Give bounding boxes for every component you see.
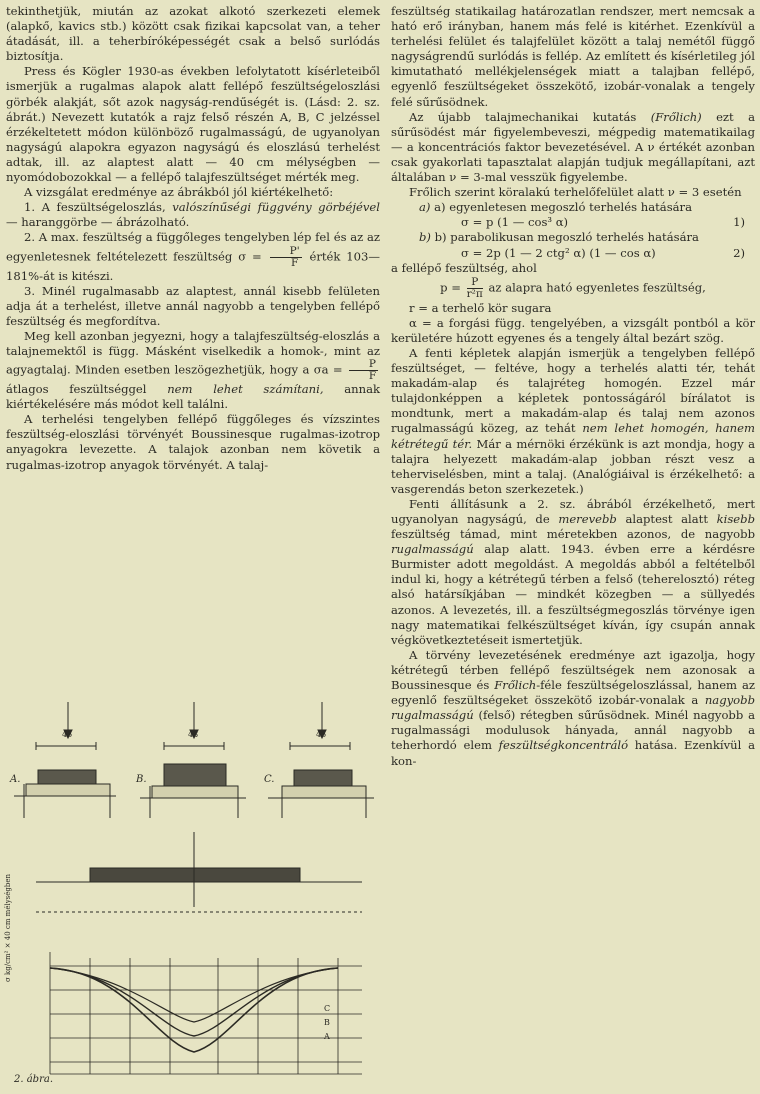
paragraph: tekinthetjük, miután az azokat alkotó szerkezeti elemek (alapkő, kavics stb.) között csak fizikai kapcsolat van, a teher átadását, ill. a teherbíróképességét csak a belső surlódás biztosítja. [6, 4, 380, 64]
definition-p: p = $\frac{P}{\text{r²π}}$ az alapra ható egyenletes feszültség, [440, 275, 706, 300]
setup-b [140, 702, 246, 818]
figure-drawing [6, 682, 380, 1090]
label-a: A. [10, 774, 21, 785]
equation-1: σ = p (1 — cos³ α) 1) [461, 215, 745, 230]
curve-b [50, 968, 338, 1036]
list-item: 2. A max. feszültség a függőleges tengelyben lép fel és az az egyenletesnek feltételezett feszültség σ = $\frac{P'}{F}$ érték 103—181%-át is kitészi. [6, 230, 381, 283]
paragraph: A fenti képletek alapján ismerjük a tengelyben fellépő feszültséget, — feltéve, hogy a terhelés alatti tér, tehát makadám-alap és talajréteg homogén. Ezzel már tulajdonképpen a képletek pontosságáról bírálatot is mondtunk, mert a makadám-alap és talaj nem azonos rugalmasságú közeg, az tehát nem lehet homogén, hanem kétrétegű tér. Már a mérnöki érzékünk is azt mondja, hogy a talajra helyezett makadám-alap jobban részt vesz a teherviselésben, mint a talaj. (Analógiáival is érzékelhető: a vasgerendás beton szerkezetek.) [391, 345, 755, 496]
curve-label-c: C [324, 1004, 331, 1013]
equation-2: σ = 2p (1 — 2 ctg² α) (1 — cos α) 2) [461, 245, 745, 260]
list-item: 1. A feszültségeloszlás, valószínűségi függvény görbéjével — haranggörbe — ábrázolható. [6, 200, 380, 230]
figure-y-label: σ kg/cm² × 40 cm mélységben [4, 873, 12, 982]
paragraph: feszültség statikailag határozatlan rendszer, mert nemcsak a ható erő irányban, hanem más felé is kitérhet. Ezenkívül a terhelési felület és talajfelület között a talaj nemétől függő nagyságrendű surlódás is fellép. Az említett és kísérletileg jól kimutatható mellékjelenségek miatt a talajban fellépő, egyenlő feszültségeket összekötő, izobár-vonalak a tengely felé sűrűsödnek. [391, 4, 755, 109]
paragraph: A terhelési tengelyben fellépő függőleges és vízszintes feszültség-eloszlási törvényét Boussinesque rugalmas-izotrop anyagokra levezette. A talajok azonban nem követik a rugalmas-izotrop anyagok törvényét. A talaj- [6, 412, 380, 472]
paragraph: Frőlich szerint köralakú terhelőfelület alatt ν = 3 esetén [409, 185, 742, 200]
fraction: $\frac{P}{\text{r²π}}$ [466, 275, 483, 300]
fraction: $\frac{P}{F}$ [349, 359, 378, 382]
curve-label-a: A [324, 1032, 330, 1041]
paragraph: Fenti állításunk a 2. sz. ábrából érzékelhető, mert ugyanolyan nagyságú, de merevebb alaptest alatt kisebb feszültség támad, mint méretekben azonos, de nagyobb rugalmasságú alap alatt. 1943. évben erre a kérdésre Burmister adott megoldást. A megoldás abból a feltételből indul ki, hogy a kétrétegű térben a felső (teherelosztó) réteg alsó határsíkjában — mindkét közegben — a süllyedés azonos. A levezetés, ill. a feszültségmegoszlás törvénye igen nagy matematikai felkészültséget kíván, így csupán annak végkövetkeztetéseit ismertetjük. [391, 496, 755, 647]
setup-c [268, 702, 374, 818]
dim-c: 45 [316, 730, 327, 739]
graph-grid [50, 952, 362, 1074]
paragraph: A törvény levezetésének eredménye azt igazolja, hogy kétrétegű térben fellépő feszültségek nem azonosak a Boussinesque és Frőlich-féle feszültségeloszlással, hanem az egyenlő feszültségeket összekötő izobár-vonalak a nagyobb rugalmasságú (felső) rétegben sűrűsödnek. Minél nagyobb a rugalmassági modulusok hányada, annál nagyobb a teherhordó elem feszültségkoncentráló hatása. Ezenkívül a kon- [391, 647, 756, 768]
setup-a [14, 702, 116, 818]
dim-a: 45 [62, 730, 73, 739]
label-b: B. [136, 774, 147, 785]
label-c: C. [264, 774, 275, 785]
right-column [391, 4, 755, 769]
curve-label-b: B [324, 1018, 330, 1027]
paragraph: a fellépő feszültség, ahol [391, 260, 537, 275]
case-a: a) a) egyenletesen megoszló terhelés hatására [419, 200, 693, 215]
paragraph: Az újabb talajmechanikai kutatás (Frőlich) ezt a sűrűsödést már figyelembeveszi, mégpedig matematikailag — a koncentrációs faktor bevezetésével. A ν értékét azonban csak gyakorlati tapasztalat alapján tudjuk megállapítani, azt általában ν = 3-mal vesszük figyelembe. [391, 109, 755, 185]
definition-alpha: α = a forgási függ. tengelyében, a vizsgált pontból a kör kerületére húzott egyenes és a tengely által bezárt szög. [391, 315, 755, 345]
curve-c [50, 968, 338, 1052]
list-item: 3. Minél rugalmasabb az alaptest, annál kisebb felületen adja át a terhelést, illetve annál nagyobb a tengelyben fellépő feszültség és megfordítva. [6, 283, 380, 328]
paragraph: Press és Kögler 1930-as években lefolytatott kísérleteiből ismerjük a rugalmas alapok alatt fellépő feszültségeloszlási görbék alakját, sőt azok nagyság-rendűségét is. (Lásd: 2. sz. ábrát.) Nevezett kutatók a rajz felső részén A, B, C jelzéssel érzékeltetett módon különböző rugalmasságú, de ugyanolyan nagyságú alapokra egyazon nagyságú és eloszlású terhelést adtak, ill. az alaptest alatt — 40 cm mélységben — nyomódobozokkal — a fellépő talajfeszültséget mérték meg. [6, 64, 380, 185]
paragraph: Meg kell azonban jegyezni, hogy a talajfeszültség-eloszlás a talajnemektől is függ. Másként viselkedik a homok-, mint az agyagtalaj. Minden esetben leszögezhetjük, hogy a σa = $\frac{P}{F}$ átlagos feszültséggel nem lehet számítani, annak kiértékelésére más módot kell találni. [6, 328, 381, 412]
figure [6, 682, 380, 1090]
dim-b: 43 [188, 730, 199, 739]
figure-caption: 2. ábra. [14, 1074, 54, 1085]
definition-r: r = a terhelő kör sugara [409, 300, 552, 315]
paragraph: A vizsgálat eredménye az ábrákból jól kiértékelhető: [24, 185, 334, 200]
fraction: $\frac{P'}{F}$ [270, 246, 302, 269]
case-b: b) b) parabolikusan megoszló terhelés hatására [419, 230, 699, 245]
left-column [6, 4, 380, 473]
